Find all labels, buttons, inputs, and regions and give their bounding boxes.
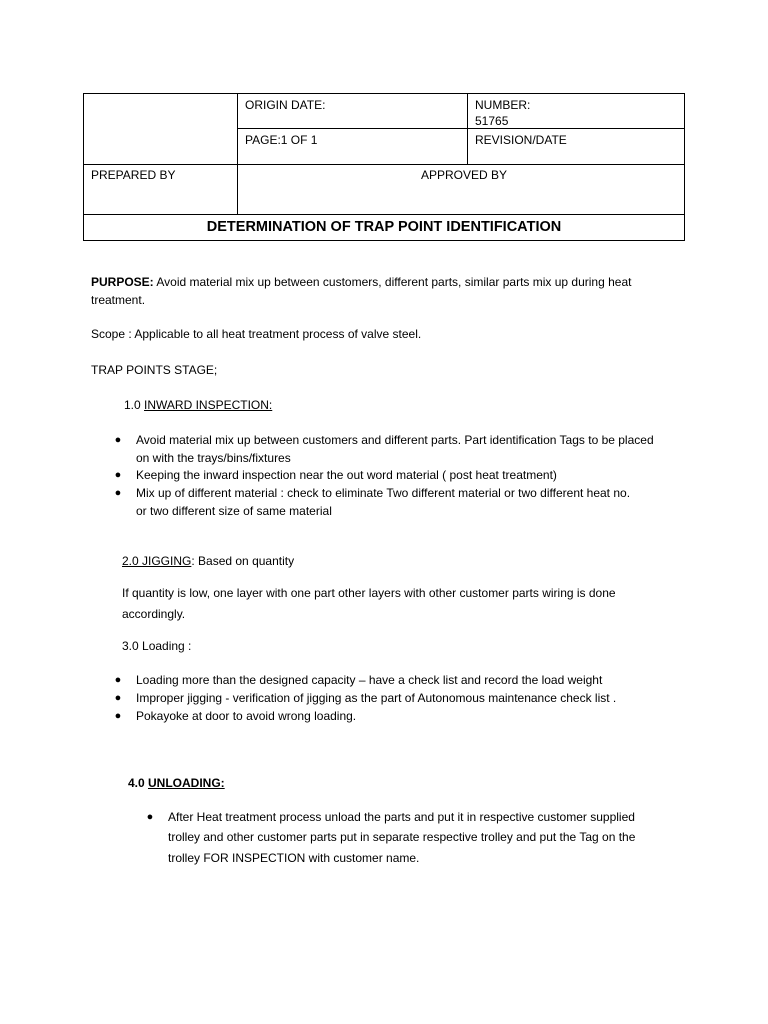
jigging-text-line2: accordingly. — [122, 607, 186, 621]
origin-date-label: ORIGIN DATE: — [245, 98, 326, 112]
unloading-heading — [128, 774, 728, 792]
approved-by-label: APPROVED BY — [421, 168, 508, 182]
loading-bullet-2: Improper jigging - verification of jigging as the part of Autonomous maintenance check list . — [136, 691, 617, 705]
page-label: PAGE:1 OF 1 — [245, 133, 318, 147]
jigging-heading-text: 2.0 JIGGING — [122, 554, 192, 568]
bullet-icon: ● — [114, 434, 122, 446]
loading-heading: 3.0 Loading : — [122, 639, 192, 653]
inward-bullet-3: Mix up of different material : check to eliminate Two different material or two different heat no. — [136, 486, 631, 500]
prepared-by-label: PREPARED BY — [91, 168, 176, 182]
unloading-heading-text: UNLOADING: — [148, 776, 225, 790]
purpose-text-line2: treatment. — [91, 293, 146, 307]
jigging-text-line1: If quantity is low, one layer with one part other layers with other customer parts wiring is done — [122, 586, 616, 600]
bullet-icon: ● — [114, 692, 122, 704]
table-divider — [467, 94, 468, 164]
purpose-label: PURPOSE: — [91, 275, 154, 289]
inward-bullet-1-cont: on with the trays/bins/fixtures — [136, 451, 291, 465]
inward-bullet-1: Avoid material mix up between customers and different parts. Part identification Tags to be placed — [136, 433, 654, 447]
unloading-number: 4.0 — [128, 776, 149, 790]
inward-inspection-heading — [124, 396, 724, 414]
loading-bullet-3: Pokayoke at door to avoid wrong loading. — [136, 709, 357, 723]
scope-text: Scope : Applicable to all heat treatment process of valve steel. — [91, 327, 422, 341]
number-value: 51765 — [475, 114, 509, 128]
bullet-icon: ● — [146, 811, 154, 823]
revision-label: REVISION/DATE — [475, 133, 567, 147]
unloading-line-1: After Heat treatment process unload the parts and put it in respective customer supplied — [168, 810, 635, 824]
header-table — [83, 93, 685, 241]
table-divider — [237, 128, 685, 129]
jigging-suffix: : Based on quantity — [191, 554, 295, 568]
bullet-icon: ● — [114, 469, 122, 481]
table-divider — [237, 94, 238, 214]
table-divider — [84, 214, 684, 215]
inward-number: 1.0 — [124, 398, 145, 412]
bullet-icon: ● — [114, 487, 122, 499]
inward-heading-text: INWARD INSPECTION: — [144, 398, 273, 412]
number-label: NUMBER: — [475, 98, 531, 112]
inward-bullet-2: Keeping the inward inspection near the out word material ( post heat treatment) — [136, 468, 557, 482]
loading-bullet-1: Loading more than the designed capacity – have a check list and record the load weight — [136, 673, 603, 687]
bullet-icon: ● — [114, 674, 122, 686]
inward-bullet-3-cont: or two different size of same material — [136, 504, 332, 518]
document-title: DETERMINATION OF TRAP POINT IDENTIFICATION — [206, 219, 562, 235]
purpose-text-line1: Avoid material mix up between customers, different parts, similar parts mix up during heat — [153, 275, 632, 289]
trap-points-stage-heading: TRAP POINTS STAGE; — [91, 363, 218, 377]
bullet-icon: ● — [114, 710, 122, 722]
unloading-line-2: trolley and other customer parts put in separate respective trolley and put the Tag on the — [168, 830, 636, 844]
purpose-paragraph — [91, 273, 691, 291]
table-divider — [84, 164, 684, 165]
jigging-heading — [122, 552, 722, 570]
unloading-line-3: trolley FOR INSPECTION with customer name. — [168, 851, 420, 865]
